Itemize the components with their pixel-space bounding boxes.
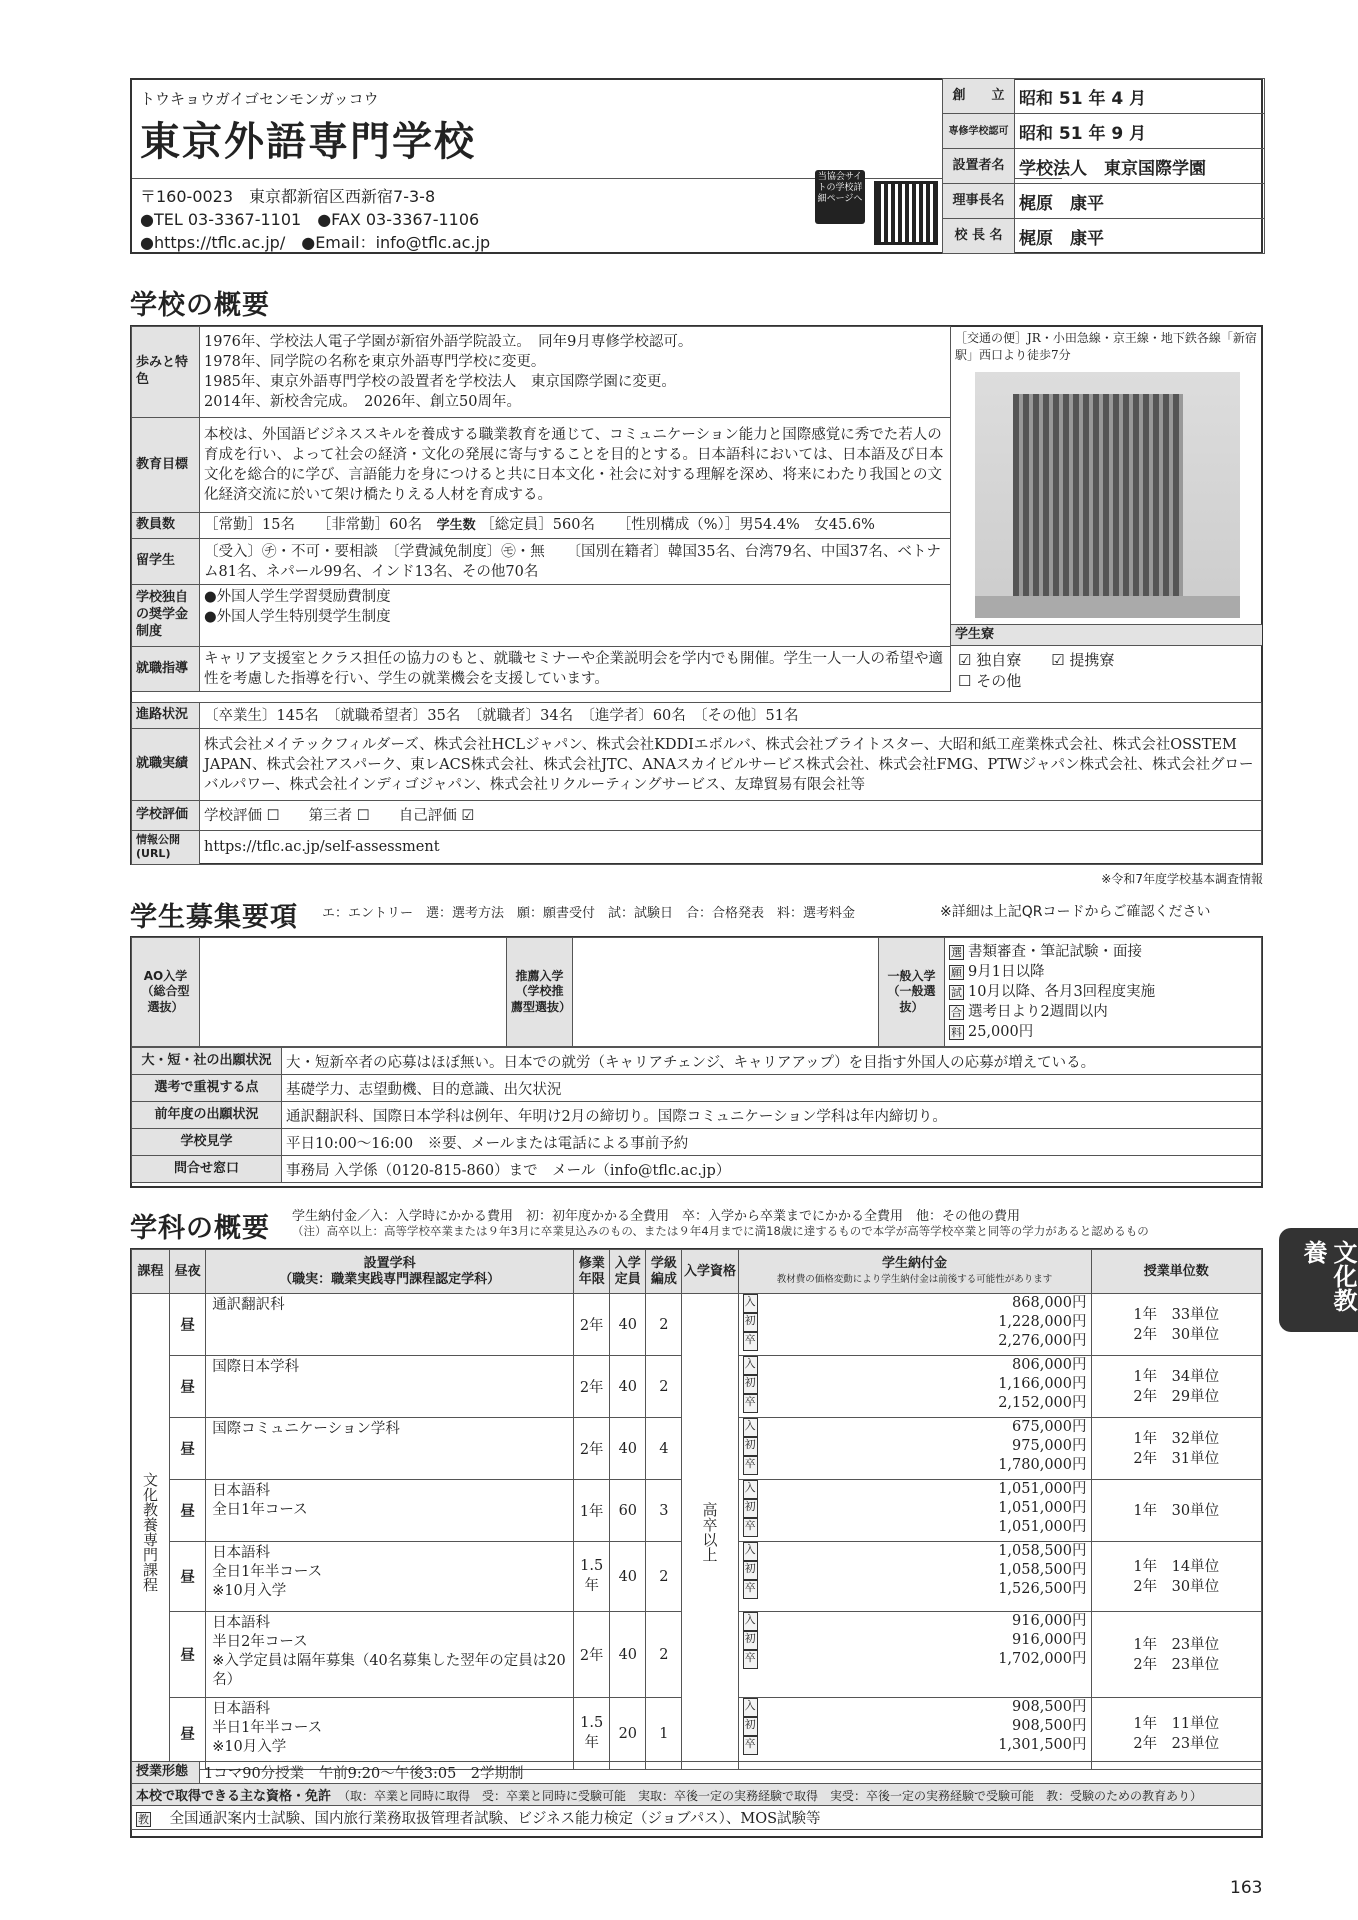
fee-key: 入	[743, 1698, 758, 1717]
dept-header: 入学資格	[682, 1250, 738, 1294]
fee-value: 1,051,000円	[998, 1481, 1087, 1497]
dept-name: 通訳翻訳科	[206, 1294, 574, 1356]
career-text: キャリア支援室とクラス担任の協力のもと、就職セミナーや企業説明会を学内でも開催。学生一人一人の希望や適性を考慮した指導を行い、学生の就業機会を支援しています。	[200, 647, 951, 692]
item-key: 願	[951, 966, 962, 979]
survey-note: ※令和7年度学校基本調査情報	[1101, 872, 1263, 886]
fee-key: 入	[743, 1542, 758, 1561]
unit-value: 2年 30単位	[1133, 1578, 1220, 1595]
fee-value: 1,058,500円	[998, 1562, 1087, 1578]
info-label: 専修学校認可	[943, 114, 1015, 149]
overview-title: 学校の概要	[130, 290, 270, 321]
recommend-label: 推薦入学 （学校推薦型選抜）	[507, 938, 573, 1047]
history-text: 1976年、学校法人電子学園が新宿外語学院設立。 同年9月専修学校認可。 1978年、同学院の名称を東京外語専門学校に変更。 1985年、東京外語専門学校の設置者を学校法人 東京国際学園に変更。 2014年、新校舎完成。 2026年、創立50周年。	[200, 327, 951, 418]
dept-name: 日本語科 全日1年コース	[206, 1480, 574, 1542]
unit-value: 1年 30単位	[1133, 1502, 1220, 1519]
class-cell: 2	[646, 1542, 682, 1612]
recruit-qr-note: ※詳細は上記QRコードからご確認ください	[940, 904, 1211, 920]
recruit-row-value: 通訳翻訳科、国際日本学科は例年、年明け2月の締切り。国際コミュニケーション学科は年内締切り。	[282, 1102, 1262, 1129]
dept-header: 学級編成	[646, 1250, 682, 1294]
fee-key: 初	[743, 1631, 758, 1650]
dept-name: 日本語科 全日1年半コース ※10月入学	[206, 1542, 574, 1612]
fee-key: 卒	[743, 1736, 758, 1755]
item-value: 選考日より2週間以内	[968, 1004, 1108, 1020]
dept-header: 授業単位数	[1091, 1250, 1262, 1294]
fee-value: 1,051,000円	[998, 1519, 1087, 1535]
students-text: ［総定員］560名 ［性別構成（%）］男54.4% 女45.6%	[480, 517, 875, 533]
license-legend: （取：卒業と同時に取得 受：卒業と同時に受験可能 実取：卒後一定の実務経験で取得 実受：卒後一定の実務経験で受験可能 教：受験のための教育あり）	[344, 1789, 1203, 1803]
career-label: 就職指導	[132, 647, 200, 692]
building-photo	[975, 372, 1240, 618]
info-value: 昭和 51 年 4 月	[1015, 79, 1265, 114]
capacity-cell: 40	[610, 1418, 646, 1480]
goal-label: 教育目標	[132, 418, 200, 513]
recruit-legend: エ：エントリー 選：選考方法 願：願書受付 試：試験日 合：合格発表 料：選考料金	[322, 906, 856, 921]
eval-text: 学校評価 ☐ 第三者 ☐ 自己評価 ☑	[200, 801, 1262, 831]
years-cell: 2年	[574, 1356, 610, 1418]
info-value: 昭和 51 年 9 月	[1015, 114, 1265, 149]
school-name: 東京外語専門学校	[140, 119, 476, 165]
fee-key: 入	[743, 1418, 758, 1437]
unit-value: 2年 29単位	[1133, 1388, 1220, 1405]
dept-table	[131, 1249, 1262, 1770]
class-cell: 3	[646, 1480, 682, 1542]
time-cell: 昼	[170, 1480, 206, 1542]
ao-label: AO入学 （総合型選抜）	[132, 938, 200, 1047]
item-key: 料	[951, 1026, 962, 1039]
qualification: 高卒以上	[682, 1294, 738, 1770]
fee-value: 908,500円	[1012, 1699, 1087, 1715]
item-value: 25,000円	[968, 1024, 1034, 1040]
admission-table	[131, 937, 1262, 1047]
years-cell: 1.5年	[574, 1542, 610, 1612]
info-url[interactable]: https://tflc.ac.jp/self-assessment	[200, 831, 1262, 865]
unit-value: 2年 23単位	[1133, 1735, 1220, 1752]
intl-text: 〔受入〕㋠・不可・要相談 〔学費減免制度〕㋲・無 〔国別在籍者〕韓国35名、台湾79名、中国37名、ベトナム81名、ネパール99名、インド13名、その他70名	[200, 539, 951, 585]
general-item	[949, 942, 1257, 962]
fee-key: 卒	[743, 1332, 758, 1351]
unit-value: 1年 34単位	[1133, 1368, 1220, 1385]
fee-value: 1,780,000円	[998, 1457, 1087, 1473]
unit-value: 2年 30単位	[1133, 1326, 1220, 1343]
fee-key: 初	[743, 1437, 758, 1456]
recruit-row-label: 前年度の出願状況	[132, 1102, 282, 1129]
fee-key: 卒	[743, 1394, 758, 1413]
years-cell: 2年	[574, 1612, 610, 1698]
dept-header: 設置学科 （職実：職業実践専門課程認定学科）	[206, 1250, 574, 1294]
info-value: 梶原 康平	[1015, 184, 1265, 219]
jobs-text: 株式会社メイテックフィルダーズ、株式会社HCLジャパン、株式会社KDDIエボルバ、株式会社ブライトスター、大昭和紙工産業株式会社、株式会社OSSTEM JAPAN、株式会社アスパーク、東レACS株式会社、株式会社JTC、ANAスカイビルサービス株式会社、株式会社FMG、PTWジャパン株式会社、株式会社グローバルパワー、株式会社インディゴジャパン、株式会社リクルーティングサービス、友瑋貿易有限会社等	[200, 729, 1262, 801]
recruit-row-value: 大・短新卒者の応募はほぼ無い。日本での就労（キャリアチェンジ、キャリアアップ）を目指す外国人の応募が増えている。	[282, 1048, 1262, 1075]
recruit-row-value: 平日10:00〜16:00 ※要、メールまたは電話による事前予約	[282, 1129, 1262, 1156]
unit-value: 2年 23単位	[1133, 1656, 1220, 1673]
dept-header: 学生納付金 教材費の価格変動により学生納付金は前後する可能性があります	[738, 1250, 1091, 1294]
path-text: 〔卒業生〕145名 〔就職希望者〕35名 〔就職者〕34名 〔進学者〕60名 〔その他〕51名	[200, 703, 1262, 729]
license-label: 本校で取得できる主な資格・免許	[136, 1789, 332, 1804]
item-key: 試	[951, 986, 962, 999]
unit-value: 2年 31単位	[1133, 1450, 1220, 1467]
general-item	[949, 962, 1257, 982]
dept-name: 日本語科 半日2年コース ※入学定員は隔年募集（40名募集した翌年の定員は20名）	[206, 1612, 574, 1698]
unit-value: 1年 23単位	[1133, 1636, 1220, 1653]
capacity-cell: 20	[610, 1698, 646, 1770]
dept-row	[132, 1294, 1262, 1356]
item-value: 書類審査・筆記試験・面接	[968, 944, 1142, 960]
fee-key: 卒	[743, 1650, 758, 1669]
class-cell: 2	[646, 1356, 682, 1418]
dept-header: 修業年限	[574, 1250, 610, 1294]
item-key: 選	[951, 946, 962, 959]
fee-key: 卒	[743, 1580, 758, 1599]
page-number: 163	[1230, 1878, 1263, 1898]
dorm-text: ☑ 独自寮 ☑ 提携寮 ☐ その他	[958, 651, 1115, 690]
dorm-label: 学生寮	[951, 624, 1262, 646]
time-cell: 昼	[170, 1418, 206, 1480]
fee-value: 675,000円	[1012, 1419, 1087, 1435]
fee-value: 908,500円	[1012, 1718, 1087, 1734]
course-name: 文化教養専門課程	[132, 1294, 170, 1770]
fee-value: 1,702,000円	[998, 1651, 1087, 1667]
capacity-cell: 40	[610, 1356, 646, 1418]
info-label: 設置者名	[943, 149, 1015, 184]
info-label: 創 立	[943, 79, 1015, 114]
fee-value: 1,058,500円	[998, 1543, 1087, 1559]
fee-value: 1,301,500円	[998, 1737, 1087, 1753]
item-value: 9月1日以降	[968, 964, 1045, 980]
info-label: 理事長名	[943, 184, 1015, 219]
class-cell: 2	[646, 1294, 682, 1356]
fee-key: 初	[743, 1499, 758, 1518]
school-header	[130, 78, 1263, 254]
fee-value: 868,000円	[1012, 1295, 1087, 1311]
unit-value: 1年 11単位	[1133, 1715, 1220, 1732]
license-key: 教	[138, 1813, 149, 1826]
general-item	[949, 1002, 1257, 1022]
time-cell: 昼	[170, 1542, 206, 1612]
general-item	[949, 1022, 1257, 1042]
fee-key: 初	[743, 1313, 758, 1332]
fee-key: 卒	[743, 1456, 758, 1475]
lesson-text: 1コマ90分授業 午前9:20〜午後3:05 2学期制	[200, 1762, 1262, 1784]
jobs-label: 就職実績	[132, 729, 200, 801]
students-label: 学生数	[436, 518, 476, 533]
school-info-table	[942, 78, 1265, 254]
item-value: 10月以降、各月3回程度実施	[968, 984, 1156, 1000]
dept-header: 課程	[132, 1250, 170, 1294]
time-cell: 昼	[170, 1612, 206, 1698]
years-cell: 1年	[574, 1480, 610, 1542]
fee-value: 1,526,500円	[998, 1581, 1087, 1597]
info-value: 学校法人 東京国際学園	[1015, 149, 1265, 184]
fee-value: 2,152,000円	[998, 1395, 1087, 1411]
fee-value: 1,166,000円	[998, 1376, 1087, 1392]
staff-text: ［常勤］15名 ［非常勤］60名	[204, 517, 423, 533]
general-label: 一般入学 （一般選抜）	[879, 938, 945, 1047]
history-label: 歩みと特色	[132, 327, 200, 418]
capacity-cell: 40	[610, 1294, 646, 1356]
qr-label: 当協会サイトの学校詳細ページへ	[815, 170, 865, 224]
dept-note: （注）高卒以上：高等学校卒業または９年3月に卒業見込みのもの、または９年4月までに満18歳に達するもので本学が高等学校卒業と同等の学力があると認めるもの	[292, 1224, 1149, 1238]
info-label: 校 長 名	[943, 219, 1015, 254]
recruit-row-label: 学校見学	[132, 1129, 282, 1156]
class-cell: 2	[646, 1612, 682, 1698]
fee-key: 卒	[743, 1518, 758, 1537]
fee-key: 入	[743, 1294, 758, 1313]
goal-text: 本校は、外国語ビジネススキルを養成する職業教育を通じて、コミュニケーション能力と国際感覚に秀でた若人の育成を行い、よって社会の経済・文化の発展に寄与することを目的とする。日本語科においては、日本語及び日本文化を総合的に学び、言語能力を身につけると共に日本文化・社会に対する理解を深め、将来にわたり我国との文化経済交流に於いて架け橋たりえる人材を育成する。	[200, 418, 951, 513]
fee-key: 初	[743, 1717, 758, 1736]
years-cell: 2年	[574, 1294, 610, 1356]
capacity-cell: 40	[610, 1542, 646, 1612]
fee-value: 975,000円	[1012, 1438, 1087, 1454]
scholarship-label: 学校独自の奨学金制度	[132, 585, 200, 647]
dept-legend: 学生納付金／入：入学時にかかる費用 初：初年度かかる全費用 卒：入学から卒業までにかかる全費用 他：その他の費用	[292, 1209, 1021, 1224]
fee-value: 806,000円	[1012, 1357, 1087, 1373]
recruit-row-value: 基礎学力、志望動機、目的意識、出欠状況	[282, 1075, 1262, 1102]
fee-key: 入	[743, 1612, 758, 1631]
overview-table	[131, 326, 951, 692]
license-text: 全国通訳案内士試験、国内旅行業務取扱管理者試験、ビジネス能力検定（ジョブパス）、MOS試験等	[169, 1811, 821, 1827]
dept-title: 学科の概要	[130, 1213, 270, 1244]
dept-header: 昼夜	[170, 1250, 206, 1294]
unit-value: 1年 32単位	[1133, 1430, 1220, 1447]
dept-name: 国際コミュニケーション学科	[206, 1418, 574, 1480]
fee-value: 916,000円	[1012, 1632, 1087, 1648]
path-label: 進路状況	[132, 703, 200, 729]
dept-header: 入学定員	[610, 1250, 646, 1294]
fee-value: 1,051,000円	[998, 1500, 1087, 1516]
dept-name: 国際日本学科	[206, 1356, 574, 1418]
time-cell: 昼	[170, 1698, 206, 1770]
recruit-row-value: 事務局 入学係（0120-815-860）まで メール（info@tflc.ac.jp）	[282, 1156, 1262, 1183]
recruit-row-label: 問合せ窓口	[132, 1156, 282, 1183]
intl-label: 留学生	[132, 539, 200, 585]
unit-value: 1年 14単位	[1133, 1558, 1220, 1575]
info-url-label: 情報公開(URL)	[132, 831, 200, 865]
scholarship-text: ●外国人学生学習奨励費制度 ●外国人学生特別奨学生制度	[200, 585, 951, 647]
eval-label: 学校評価	[132, 801, 200, 831]
fee-key: 初	[743, 1375, 758, 1394]
qr-code-icon[interactable]	[877, 184, 935, 242]
dept-name: 日本語科 半日1年半コース ※10月入学	[206, 1698, 574, 1770]
side-tab[interactable]: 文化教養	[1279, 1228, 1358, 1332]
class-cell: 1	[646, 1698, 682, 1770]
staff-label: 教員数	[132, 513, 200, 539]
years-cell: 2年	[574, 1418, 610, 1480]
capacity-cell: 40	[610, 1612, 646, 1698]
fee-subnote: 教材費の価格変動により学生納付金は前後する可能性があります	[776, 1273, 1053, 1285]
general-item	[949, 982, 1257, 1002]
capacity-cell: 60	[610, 1480, 646, 1542]
fee-value: 1,228,000円	[998, 1314, 1087, 1330]
recruit-title: 学生募集要項	[130, 902, 298, 933]
recruit-row-label: 選考で重視する点	[132, 1075, 282, 1102]
web-email[interactable]: ●https://tflc.ac.jp/ ●Email：info@tflc.ac.jp	[140, 233, 491, 252]
fee-key: 初	[743, 1561, 758, 1580]
access-text: ［交通の便］JR・小田急線・京王線・地下鉄各線「新宿駅」西口より徒歩7分	[955, 331, 1257, 362]
time-cell: 昼	[170, 1294, 206, 1356]
years-cell: 1.5年	[574, 1698, 610, 1770]
time-cell: 昼	[170, 1356, 206, 1418]
unit-value: 1年 33単位	[1133, 1306, 1220, 1323]
phone-fax: ●TEL 03-3367-1101 ●FAX 03-3367-1106	[140, 210, 480, 229]
class-cell: 4	[646, 1418, 682, 1480]
fee-key: 入	[743, 1356, 758, 1375]
lesson-label: 授業形態	[132, 1762, 200, 1784]
school-kana: トウキョウガイゴセンモンガッコウ	[140, 90, 379, 108]
info-value: 梶原 康平	[1015, 219, 1265, 254]
address: 〒160-0023 東京都新宿区西新宿7-3-8	[140, 187, 436, 206]
fee-key: 入	[743, 1480, 758, 1499]
fee-value: 2,276,000円	[998, 1333, 1087, 1349]
recruit-row-label: 大・短・社の出願状況	[132, 1048, 282, 1075]
fee-value: 916,000円	[1012, 1613, 1087, 1629]
item-key: 合	[951, 1006, 962, 1019]
